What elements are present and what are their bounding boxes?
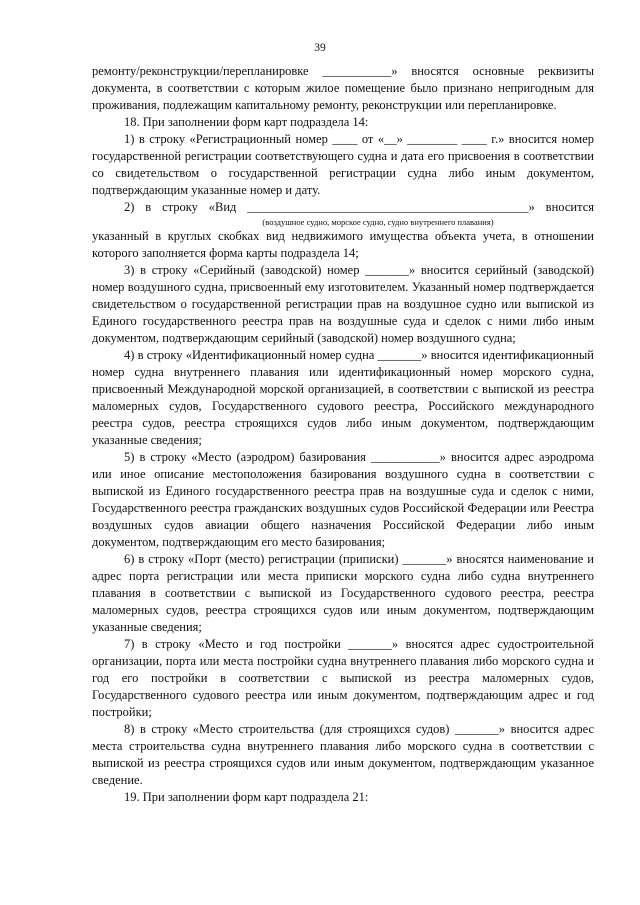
paragraph-item-2-line: 2) в строку «Вид _____________________________________________» вносится	[124, 200, 594, 214]
paragraph-section-19: 19. При заполнении форм карт подраздела 21:	[124, 790, 369, 804]
paragraph-item-1: 1) в строку «Регистрационный номер ____ от «__» ________ ____ г.» вносится номер государственной регистрации соответствующего судна и дата его присвоения в соответствии со свидетельством о государственной регистрации судна либо иным документом, подтверждающим указанные номер и дату.	[92, 132, 594, 197]
paragraph-item-7: 7) в строку «Место и год постройки _______» вносятся адрес судостроительной организации, порта или места постройки судна внутреннего плавания либо морского судна и год его постройки в соответствии с выпиской из реестра маломерных судов, Государственного судового реестра или иным документом, подтверждающим адрес и год постройки;	[92, 637, 594, 719]
page-number: 39	[314, 42, 326, 54]
paragraph-item-5: 5) в строку «Место (аэродром) базирования ___________» вносится адрес аэродрома или иное описание местоположения базирования воздушного судна в соответствии с выпиской из Единого государственного реестра прав на воздушные суда и сделок с ними, Государственного реестра гражданских воздушных судов Российской Федерации или Реестра воздушных судов авиации общего назначения Российской Федерации либо иным документом, подтверждающим его место базирования;	[92, 450, 594, 549]
paragraph-continuation: ремонту/реконструкции/перепланировке ___________» вносятся основные реквизиты документа, в соответствии с которым жилое помещение было признано непригодным для проживания, подлежащим капитальному ремонту, реконструкции или перепланировке.	[92, 64, 594, 112]
paragraph-item-2-cont: указанный в круглых скобках вид недвижимого имущества объекта учета, в отношении которого заполняется форма карты подраздела 14;	[92, 229, 594, 260]
paragraph-item-8: 8) в строку «Место строительства (для строящихся судов) _______» вносится адрес места строительства судна внутреннего плавания либо морского судна в соответствии с выпиской из реестра строящихся судов или иным документом, подтверждающим указанное сведение.	[92, 722, 594, 787]
paragraph-item-4: 4) в строку «Идентификационный номер судна _______» вносится идентификационный номер судна внутреннего плавания или идентификационный номер морского судна, присвоенный Международной морской организацией, в соответствии с выпиской из реестра маломерных судов, Государственного судового реестра, Российского международного реестра судов, реестра строящихся судов либо иным документом, подтверждающим указанные сведения;	[92, 348, 594, 447]
paragraph-item-2-note: (воздушное судно, морское судно, судно внутреннего плавания)	[262, 217, 494, 227]
paragraph-item-3: 3) в строку «Серийный (заводской) номер _______» вносится серийный (заводской) номер воздушного судна, присвоенный ему изготовителем. Указанный номер подтверждается свидетельством о государственной регистрации прав на воздушное судно или выпиской из Единого государственного реестра прав на воздушные суда и сделок с ними либо иным документом, подтверждающим серийный (заводской) номер воздушного судна;	[92, 263, 594, 345]
paragraph-item-6: 6) в строку «Порт (место) регистрации (приписки) _______» вносятся наименование и адрес порта регистрации или места приписки морского судна либо судна внутреннего плавания в соответствии с выпиской из Государственного судового реестра, реестра маломерных судов, реестра строящихся судов или иным документом, подтверждающим указанные сведения;	[92, 552, 594, 634]
document-body	[92, 63, 594, 806]
paragraph-section-18: 18. При заполнении форм карт подраздела 14:	[124, 115, 369, 129]
